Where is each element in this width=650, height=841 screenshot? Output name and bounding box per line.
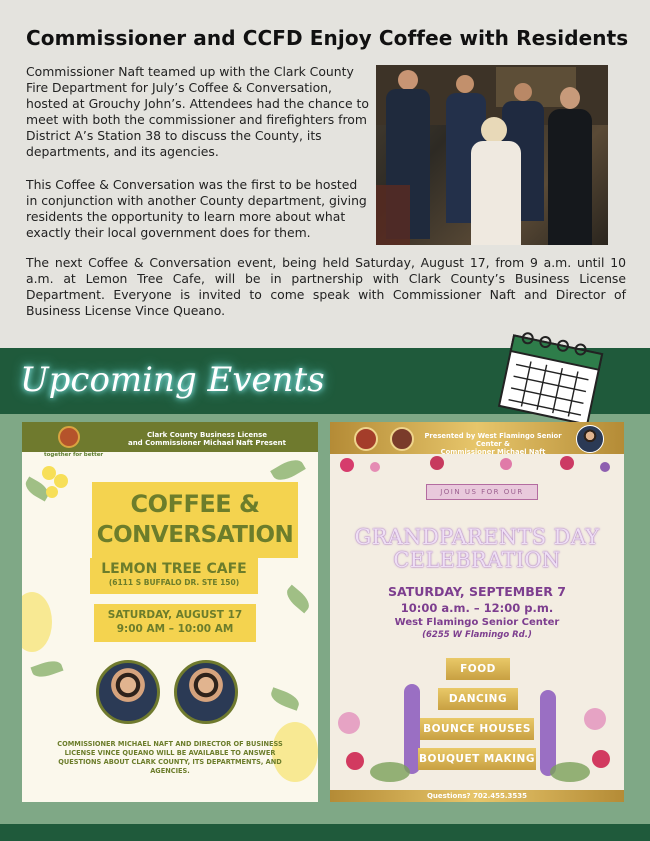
coffee-title-line2: CONVERSATION (96, 522, 294, 548)
flyer-bottom-text: COMMISSIONER MICHAEL NAFT AND DIRECTOR OF BUSINESS LICENSE VINCE QUEANO WILL BE AVAILABLE TO ANSWER QUESTIONS ABOUT CLARK COUNTY, ITS DEPARTMENTS, AND AGENCIES. (57, 740, 283, 775)
join-us-ribbon: JOIN US FOR OUR (426, 484, 538, 500)
venue-box (90, 558, 258, 594)
coffee-title-line1: COFFEE & (130, 490, 260, 518)
event-time: 9:00 AM – 10:00 AM (116, 623, 234, 635)
activity-bouquet-making: BOUQUET MAKING (418, 748, 536, 770)
together-for-better-logo: together for better (44, 452, 104, 458)
fire-department-seal-icon (390, 427, 414, 451)
activity-bounce-houses: BOUNCE HOUSES (420, 718, 534, 740)
commissioner-avatar (576, 425, 604, 453)
event-address: (6255 W Flamingo Rd.) (422, 630, 532, 640)
event-time: 10:00 a.m. – 12:00 p.m. (400, 601, 554, 615)
flyer-header-text: Clark County Business License and Commissioner Michael Naft Present (127, 431, 287, 447)
date-box (94, 604, 256, 642)
event-photo (376, 65, 608, 245)
event-date: SATURDAY, AUGUST 17 (107, 609, 243, 621)
portrait-vince-queano (174, 660, 238, 724)
event-place: West Flamingo Senior Center (394, 617, 560, 628)
activity-food: FOOD (446, 658, 510, 680)
event-date: SATURDAY, SEPTEMBER 7 (388, 584, 566, 599)
flyer-footer-phone: Questions? 702.455.3535 (330, 790, 624, 802)
coffee-conversation-flyer[interactable] (22, 422, 318, 802)
article-headline: Commissioner and CCFD Enjoy Coffee with Residents (26, 26, 629, 50)
grandparents-day-flyer[interactable] (330, 422, 624, 802)
calendar-icon (492, 330, 610, 426)
portrait-michael-naft (96, 660, 160, 724)
venue-name: LEMON TREE CAFE (101, 561, 247, 577)
venue-address: (6111 S BUFFALO DR. STE 150) (108, 578, 240, 587)
upcoming-events-title: Upcoming Events (20, 360, 325, 400)
article-section (0, 0, 650, 348)
county-seal-icon (58, 426, 80, 448)
article-paragraph-2: This Coffee & Conversation was the first to be hosted in conjunction with another County department, giving residents the opportunity to learn more about what exactly their local government does for them. (26, 177, 367, 240)
coffee-title-box (92, 482, 298, 558)
county-seal-icon (354, 427, 378, 451)
page-footer-band (0, 824, 650, 841)
activity-dancing: DANCING (438, 688, 518, 710)
article-paragraph-3: The next Coffee & Conversation event, being held Saturday, August 17, from 9 a.m. until 10 a.m. at Lemon Tree Cafe, will be in partnership with Clark County’s Business License Department. Everyone is invited to come speak with Commissioner Naft and Director of Business License Vince Queano. (26, 255, 626, 318)
flyer-header-text: Presented by West Flamingo Senior Center & Commissioner Michael Naft (424, 432, 562, 456)
article-paragraph-1: Commissioner Naft teamed up with the Clark County Fire Department for July’s Coffee & Conversation, hosted at Grouchy John’s. Attendees had the chance to meet with both the commissioner and firefighters from District A’s Station 38 to discuss the County, its departments, and its agencies. (26, 64, 369, 159)
grandparents-day-title: GRANDPARENTS DAY CELEBRATION (354, 525, 600, 572)
